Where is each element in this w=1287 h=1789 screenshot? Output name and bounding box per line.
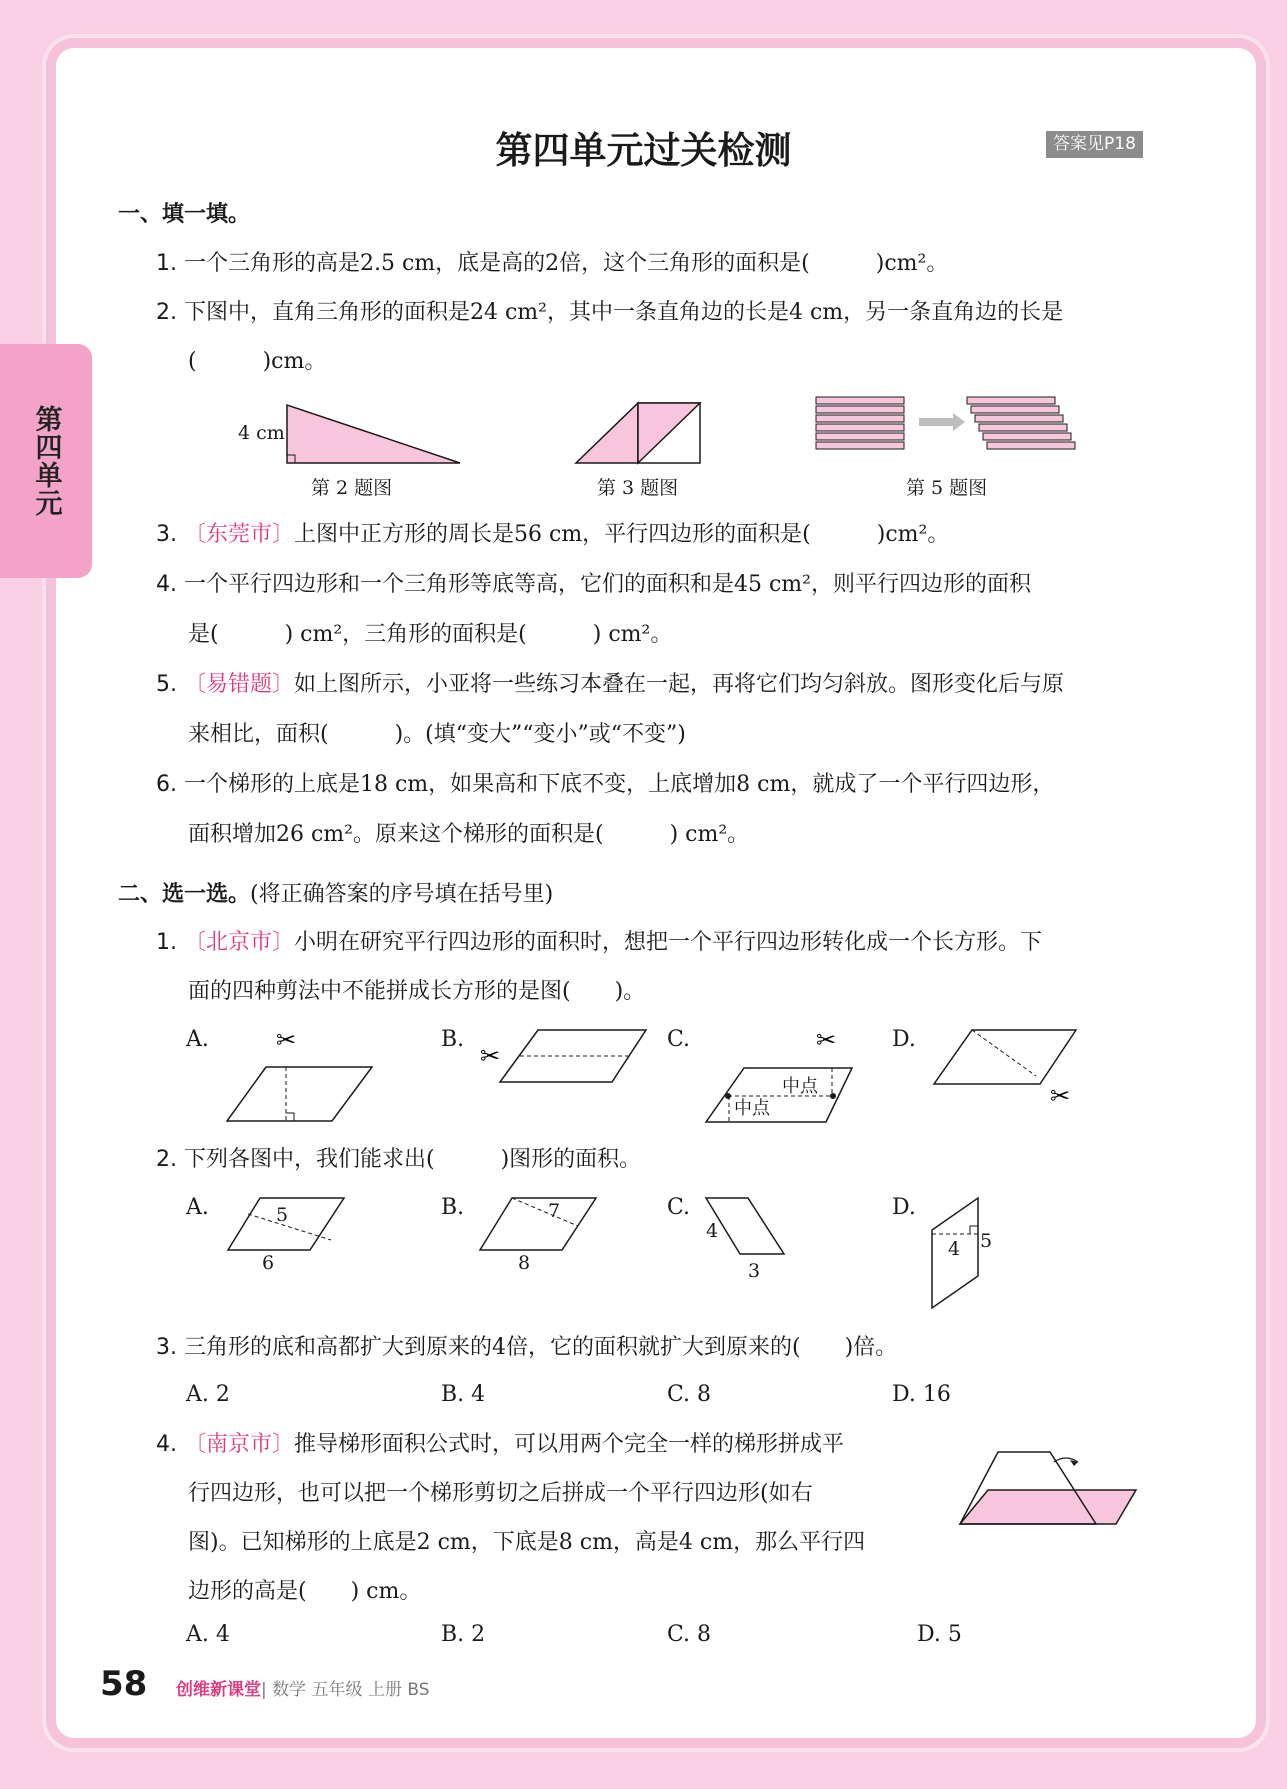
s1-q4 <box>156 570 1031 600</box>
fig-q5-caption: 第 5 题图 <box>906 477 988 499</box>
s2-q2-option-d: D. <box>892 1195 916 1220</box>
s2-q1-source-tag: 〔北京市〕 <box>184 930 295 955</box>
s1-q3-text: 上图中正方形的周长是56 cm，平行四边形的面积是( )cm²。 <box>294 522 950 547</box>
s2-q2-fig-b <box>478 1196 598 1252</box>
s2-q4-number: 4. <box>156 1432 177 1457</box>
s2-q1-option-b: B. <box>441 1027 465 1052</box>
s2-q3 <box>156 1333 897 1363</box>
fig-q3-caption: 第 3 题图 <box>597 477 679 499</box>
s1-q6-line2: 面积增加26 cm²。原来这个梯形的面积是( ) cm²。 <box>188 822 750 847</box>
s2-q4-fig-trapezoid-parallelogram <box>958 1450 1160 1526</box>
s2-q2-text: 下列各图中，我们能求出( )图形的面积。 <box>184 1147 642 1172</box>
s2-q1 <box>156 928 1042 958</box>
s1-q3-number: 3. <box>156 522 177 547</box>
s2-q3-option-c: C. 8 <box>667 1382 712 1407</box>
s2-q3-option-a: A. 2 <box>186 1382 230 1407</box>
section2-heading-note: (将正确答案的序号填在括号里) <box>250 882 554 907</box>
page-title: 第四单元过关检测 <box>495 129 792 172</box>
s2-q4-line1: 推导梯形面积公式时，可以用两个完全一样的梯形拼成平 <box>294 1432 845 1457</box>
s1-q2 <box>156 298 1063 328</box>
s1-q5-number: 5. <box>156 672 177 697</box>
s2-q2-option-c: C. <box>667 1195 691 1220</box>
fig-q3-square-parallelogram <box>575 402 705 464</box>
book-info <box>176 1675 430 1700</box>
s1-q1-number: 1. <box>156 251 177 276</box>
s1-q6 <box>156 770 1054 800</box>
s2-q1-line2: 面的四种剪法中不能拼成长方形的是图( )。 <box>188 979 646 1004</box>
s2-q4-source-tag: 〔南京市〕 <box>184 1432 295 1457</box>
scissors-icon: ✂ <box>275 1026 297 1054</box>
scissors-icon: ✂ <box>479 1042 501 1070</box>
s2-q2 <box>156 1145 641 1175</box>
s2-q2-option-b: B. <box>441 1195 465 1220</box>
s1-q4-line2: 是( ) cm²，三角形的面积是( ) cm²。 <box>188 622 673 647</box>
s2-q4-line2: 行四边形，也可以把一个梯形剪切之后拼成一个平行四边形(如右 <box>188 1481 813 1506</box>
s2-q4-option-c: C. 8 <box>667 1622 712 1647</box>
s2-q4-line3: 图)。已知梯形的上底是2 cm，下底是8 cm，高是4 cm，那么平行四 <box>188 1530 866 1555</box>
s1-q1-text: 一个三角形的高是2.5 cm，底是高的2倍，这个三角形的面积是( )cm²。 <box>184 251 949 276</box>
s2-q2-number: 2. <box>156 1147 177 1172</box>
s1-q6-number: 6. <box>156 772 177 797</box>
s2-q1-number: 1. <box>156 930 177 955</box>
s1-q3-source-tag: 〔东莞市〕 <box>184 522 295 547</box>
s2-q3-number: 3. <box>156 1335 177 1360</box>
s2-q1-fig-b <box>478 1028 648 1088</box>
s1-q5-line2: 来相比，面积( )。(填“变大”“变小”或“不变”) <box>188 722 686 747</box>
fig-c-side-value: 4 <box>706 1220 719 1242</box>
s1-q4-number: 4. <box>156 572 177 597</box>
book-details: | 数学 五年级 上册 BS <box>261 1680 430 1700</box>
fig-q5-notebooks <box>815 396 1075 452</box>
right-triangle-shape <box>287 405 460 463</box>
s2-q3-option-b: B. 4 <box>441 1382 486 1407</box>
scissors-icon: ✂ <box>815 1026 837 1054</box>
s2-q1-option-c: C. <box>667 1027 691 1052</box>
left-triangle <box>576 403 638 463</box>
s1-q5 <box>156 670 1064 700</box>
section1-heading: 一、填一填。 <box>118 202 251 227</box>
s2-q4-option-a: A. 4 <box>186 1622 230 1647</box>
book-brand: 创维新课堂 <box>176 1680 261 1700</box>
s2-q1-option-d: D. <box>892 1027 916 1052</box>
s2-q4-line4: 边形的高是( ) cm。 <box>188 1579 422 1604</box>
s1-q6-line1: 一个梯形的上底是18 cm，如果高和下底不变，上底增加8 cm，就成了一个平行四边形， <box>184 772 1055 797</box>
midpoint-label-lower: 中点 <box>734 1098 770 1119</box>
s2-q4-option-b: B. 2 <box>441 1622 486 1647</box>
section2-heading <box>118 880 553 910</box>
fig-c-base-value: 3 <box>748 1260 761 1282</box>
fig-d-height-value: 4 <box>948 1238 961 1260</box>
s2-q3-text: 三角形的底和高都扩大到原来的4倍，它的面积就扩大到原来的( )倍。 <box>184 1335 898 1360</box>
midpoint-label-upper: 中点 <box>782 1076 818 1097</box>
s2-q1-fig-a <box>226 1028 374 1124</box>
s1-q3 <box>156 520 949 550</box>
scissors-icon: ✂ <box>1049 1082 1071 1110</box>
notebook-stack-straight <box>816 397 904 449</box>
unit-side-tab <box>0 344 92 578</box>
page-number: 58 <box>100 1664 148 1704</box>
s2-q3-option-d: D. 16 <box>892 1382 951 1407</box>
notebook-stack-slanted <box>967 397 1075 449</box>
parallelogram-shape <box>960 1490 1136 1524</box>
s2-q1-option-a: A. <box>186 1027 209 1052</box>
fig-q2-caption: 第 2 题图 <box>311 477 393 499</box>
s2-q4-option-d: D. 5 <box>917 1622 962 1647</box>
section2-heading-title: 二、选一选。 <box>118 882 251 907</box>
fig-q2-right-triangle <box>286 404 462 464</box>
s2-q1-fig-d <box>932 1028 1082 1114</box>
s2-q1-fig-c <box>704 1028 854 1124</box>
arrow-right-icon <box>919 413 965 431</box>
s2-q4 <box>156 1430 844 1460</box>
fig-b-base-value: 8 <box>518 1252 531 1274</box>
s2-q2-option-a: A. <box>186 1195 209 1220</box>
unit-side-tab-label: 第四单元 <box>30 405 62 517</box>
fig-q2-side-label: 4 cm <box>238 422 285 444</box>
s1-q2-number: 2. <box>156 300 177 325</box>
fig-a-height-value: 5 <box>276 1204 289 1226</box>
answer-reference-badge: 答案见P18 <box>1046 131 1143 158</box>
s1-q5-source-tag: 〔易错题〕 <box>184 672 295 697</box>
fig-d-side-value: 5 <box>980 1230 993 1252</box>
fig-b-height-value: 7 <box>548 1200 561 1222</box>
fig-a-base-value: 6 <box>262 1252 275 1274</box>
s1-q5-line1: 如上图所示，小亚将一些练习本叠在一起，再将它们均匀斜放。图形变化后与原 <box>294 672 1065 697</box>
s1-q4-line1: 一个平行四边形和一个三角形等底等高，它们的面积和是45 cm²，则平行四边形的面积 <box>184 572 1031 597</box>
s1-q2-line2: ( )cm。 <box>188 349 327 374</box>
s1-q1 <box>156 249 948 279</box>
s2-q1-line1: 小明在研究平行四边形的面积时，想把一个平行四边形转化成一个长方形。下 <box>294 930 1043 955</box>
s1-q2-line1: 下图中，直角三角形的面积是24 cm²，其中一条直角边的长是4 cm，另一条直角边的长是 <box>184 300 1064 325</box>
